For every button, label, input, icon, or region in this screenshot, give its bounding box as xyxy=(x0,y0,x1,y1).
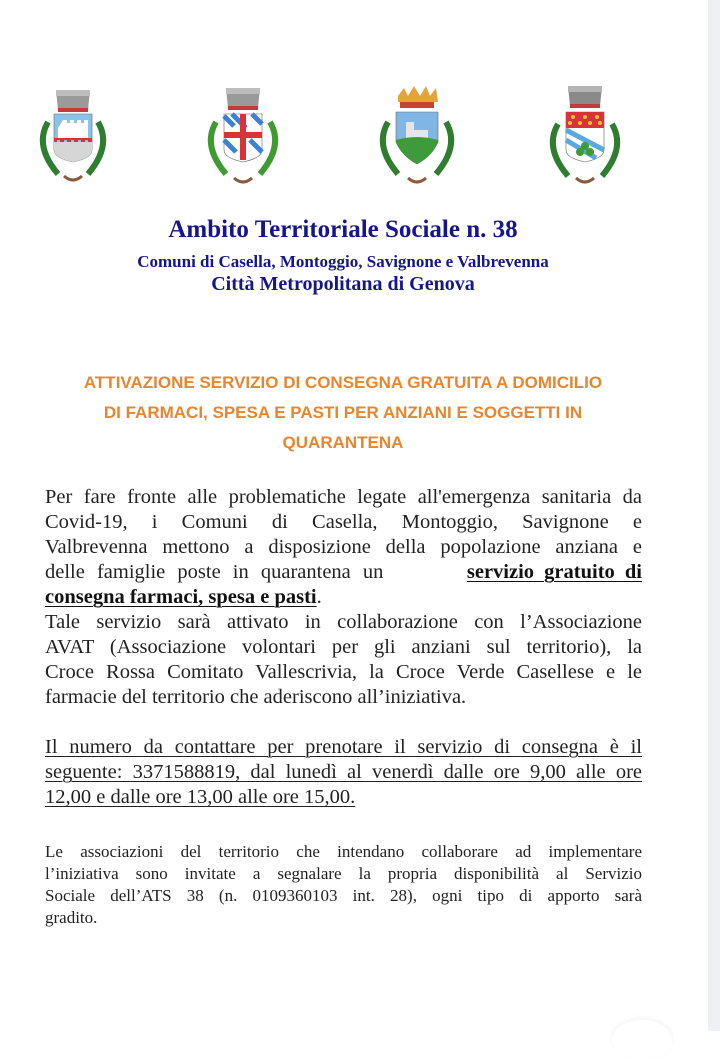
paragraph-line: Sociale dell’ATS 38 (n. 0109360103 int. 28), ogni tipo di apporto sarà xyxy=(45,886,642,905)
paragraph-line: gradito. xyxy=(45,908,98,927)
savignone-coat-of-arms-icon xyxy=(372,82,462,192)
paragraph-line: Per fare fronte alle problematiche legate all'emergenza sanitaria da xyxy=(45,486,642,508)
organization-title: Ambito Territoriale Sociale n. 38 xyxy=(168,216,518,243)
paragraph-line xyxy=(45,585,642,609)
paragraph-text: . xyxy=(316,586,322,608)
paragraph-text: delle famiglie poste in quarantena un xyxy=(45,561,384,583)
paragraph-line: Covid-19, i Comuni di Casella, Montoggio, Savignone e xyxy=(45,511,642,533)
notice-title-line: ATTIVAZIONE SERVIZIO DI CONSEGNA GRATUITA A DOMICILIO xyxy=(83,373,603,392)
service-highlight: consegna farmaci, spesa e pasti xyxy=(45,586,317,608)
page-curl-shadow xyxy=(612,1020,672,1060)
organization-subtitle: Comuni di Casella, Montoggio, Savignone e Valbrevenna xyxy=(137,252,549,271)
paragraph-line: l’iniziativa sono invitate a segnalare la propria disponibilità al Servizio xyxy=(45,864,642,883)
montoggio-coat-of-arms-icon xyxy=(198,82,288,192)
paragraph-line: farmacie del territorio che aderiscono all’iniziativa. xyxy=(45,686,467,708)
paragraph-line: Le associazioni del territorio che intendano collaborare ad implementare xyxy=(45,842,642,861)
paragraph-line: AVAT (Associazione volontari per gli anziani sul territorio), la xyxy=(45,636,642,658)
paragraph-line: Croce Rossa Comitato Vallescrivia, la Croce Verde Casellese e le xyxy=(45,661,642,683)
paragraph-line xyxy=(45,560,642,584)
service-highlight: servizio gratuito di xyxy=(466,561,642,583)
paragraph-line: Valbrevenna mettono a disposizione della popolazione anziana e xyxy=(45,536,642,558)
notice-title-line: QUARANTENA xyxy=(282,433,404,452)
viewer-edge xyxy=(708,0,720,1031)
organization-city: Città Metropolitana di Genova xyxy=(211,273,475,295)
casella-coat-of-arms-icon xyxy=(28,82,118,192)
contact-line: Il numero da contattare per prenotare il servizio di consegna è il xyxy=(45,736,642,758)
notice-title-line: DI FARMACI, SPESA E PASTI PER ANZIANI E SOGGETTI IN xyxy=(103,403,583,422)
contact-hours-line: 12,00 e dalle ore 13,00 alle ore 15,00. xyxy=(45,786,356,808)
paragraph-line: Tale servizio sarà attivato in collaborazione con l’Associazione xyxy=(45,611,642,633)
valbrevenna-coat-of-arms-icon xyxy=(540,82,630,192)
contact-phone-line: seguente: 3371588819, dal lunedì al venerdì dalle ore 9,00 alle ore xyxy=(45,761,642,783)
